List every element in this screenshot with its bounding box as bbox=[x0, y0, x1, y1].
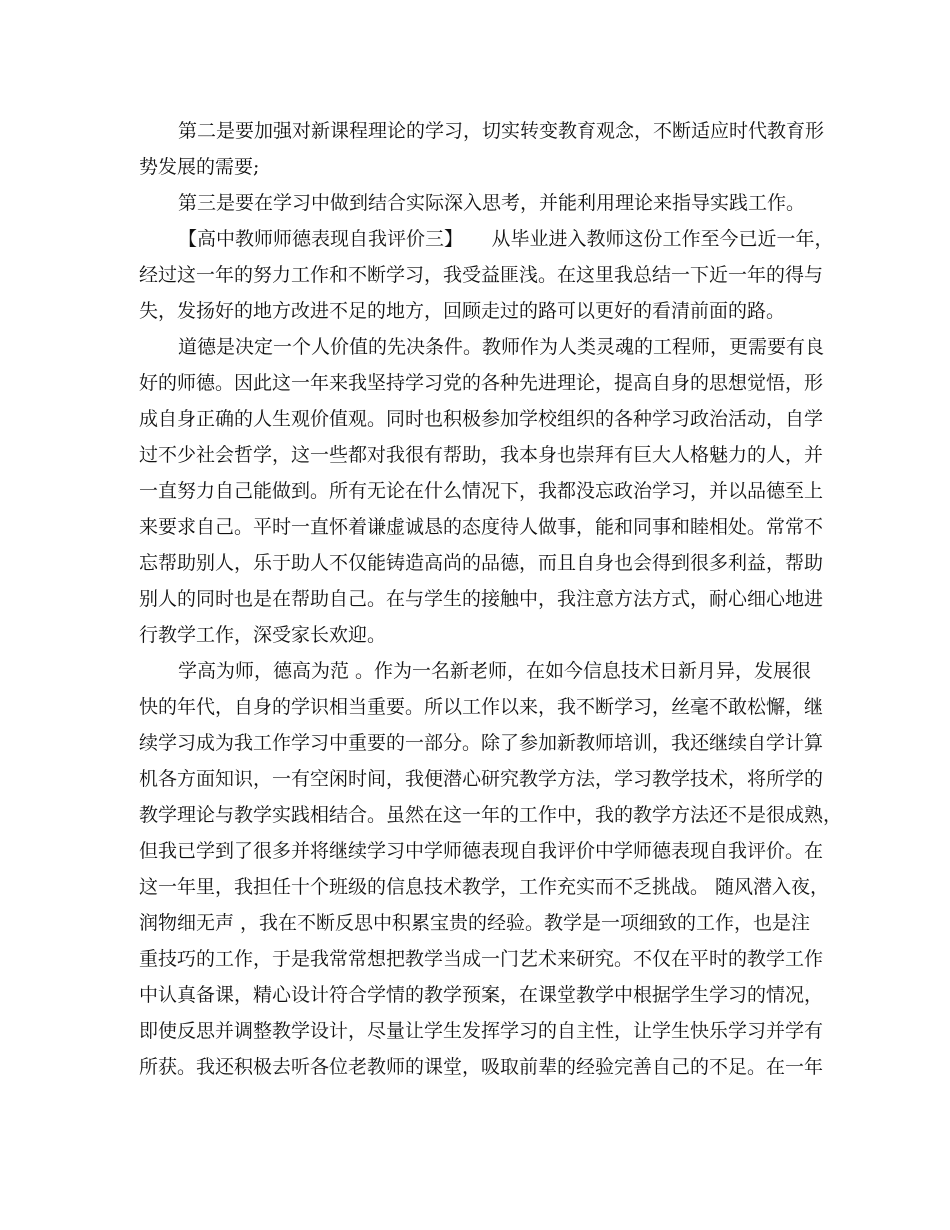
text-line: 经过这一年的努力工作和不断学习，我受益匪浅。在这里我总结一下近一年的得与 bbox=[139, 264, 824, 286]
text-line: 润物细无声 ，我在不断反思中积累宝贵的经验。教学是一项细致的工作，也是注 bbox=[139, 912, 811, 934]
text-line: 重技巧的工作，于是我常常想把教学当成一门艺术来研究。不仅在平时的教学工作 bbox=[139, 948, 824, 970]
text-line: 别人的同时也是在帮助自己。在与学生的接触中，我注意方法方式，耐心细心地进 bbox=[139, 588, 824, 610]
text-line: 第三是要在学习中做到结合实际深入思考，并能利用理论来指导实践工作。 bbox=[178, 192, 806, 214]
text-line: 所获。我还积极去听各位老教师的课堂，吸取前辈的经验完善自己的不足。在一年 bbox=[139, 1056, 824, 1078]
text-line: 一直努力自己能做到。所有无论在什么情况下，我都没忘政治学习，并以品德至上 bbox=[139, 480, 824, 502]
text-line: 但我已学到了很多并将继续学习中学师德表现自我评价中学师德表现自我评价。在 bbox=[139, 840, 824, 862]
text-line: 势发展的需要; bbox=[139, 156, 260, 178]
text-line: 来要求自己。平时一直怀着谦虚诚恳的态度待人做事，能和同事和睦相处。常常不 bbox=[139, 516, 824, 538]
text-line: 快的年代，自身的学识相当重要。所以工作以来，我不断学习，丝毫不敢松懈，继 bbox=[139, 696, 824, 718]
text-line: 过不少社会哲学，这一些都对我很有帮助，我本身也崇拜有巨大人格魅力的人，并 bbox=[139, 444, 824, 466]
text-line: 这一年里，我担任十个班级的信息技术教学，工作充实而不乏挑战。 随风潜入夜， bbox=[139, 876, 830, 898]
text-line: 道德是决定一个人价值的先决条件。教师作为人类灵魂的工程师，更需要有良 bbox=[178, 336, 825, 358]
text-line: 中认真备课，精心设计符合学情的教学预案，在课堂教学中根据学生学习的情况， bbox=[139, 984, 824, 1006]
text-line: 失，发扬好的地方改进不足的地方，回顾走过的路可以更好的看清前面的路。 bbox=[139, 300, 786, 322]
text-line: 即使反思并调整教学设计，尽量让学生发挥学习的自主性，让学生快乐学习并学有 bbox=[139, 1020, 824, 1042]
text-line: 续学习成为我工作学习中重要的一部分。除了参加新教师培训，我还继续自学计算 bbox=[139, 732, 824, 754]
text-line: 教学理论与教学实践相结合。虽然在这一年的工作中，我的教学方法还不是很成熟， bbox=[139, 804, 843, 826]
text-line: 行教学工作，深受家长欢迎。 bbox=[139, 624, 387, 646]
text-line: 成自身正确的人生观价值观。同时也积极参加学校组织的各种学习政治活动，自学 bbox=[139, 408, 824, 430]
text-line: 好的师德。因此这一年来我坚持学习党的各种先进理论，提高自身的思想觉悟，形 bbox=[139, 372, 824, 394]
text-line: 第二是要加强对新课程理论的学习，切实转变教育观念，不断适应时代教育形 bbox=[178, 120, 825, 142]
text-line: 学高为师，德高为范 。作为一名新老师，在如今信息技术日新月异，发展很 bbox=[178, 660, 812, 682]
text-line: 机各方面知识，一有空闲时间，我便潜心研究教学方法，学习教学技术，将所学的 bbox=[139, 768, 824, 790]
section-heading-line: 【高中教师师德表现自我评价三】 从毕业进入教师这份工作至今已近一年， bbox=[178, 228, 834, 250]
text-line: 忘帮助别人，乐于助人不仅能铸造高尚的品德，而且自身也会得到很多利益，帮助 bbox=[139, 552, 824, 574]
